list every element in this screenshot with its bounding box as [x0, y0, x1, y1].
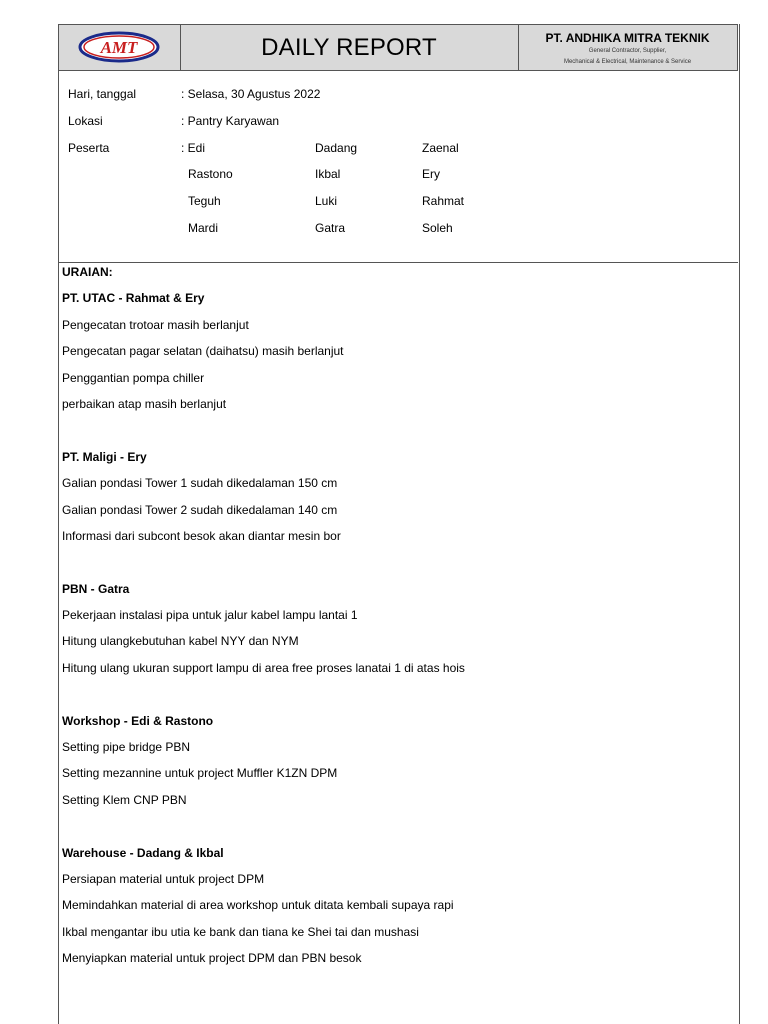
company-subtitle-1: General Contractor, Supplier, [588, 48, 667, 54]
company-subtitle-2: Mechanical & Electrical, Maintenance & Service [563, 59, 692, 65]
participants-label: Peserta [68, 141, 110, 155]
report-line: Setting pipe bridge PBN [62, 740, 191, 755]
report-line: Pengecatan pagar selatan (daihatsu) masih berlanjut [62, 344, 344, 359]
logo-cell [59, 25, 181, 70]
location-value: : Pantry Karyawan [181, 114, 280, 128]
report-line: Pekerjaan instalasi pipa untuk jalur kabel lampu lantai 1 [62, 608, 358, 623]
blank-line [62, 554, 732, 580]
meeting-info [58, 71, 738, 263]
section-heading: Workshop - Edi & Rastono [62, 713, 214, 728]
report-heading: URAIAN: [62, 265, 113, 279]
blank-line [62, 686, 732, 712]
page-title: DAILY REPORT [261, 33, 437, 61]
report-line: Galian pondasi Tower 2 sudah dikedalaman 140 cm [62, 502, 338, 517]
day-label: Hari, tanggal [68, 87, 137, 101]
report-body [62, 264, 732, 977]
report-line: Hitung ulang ukuran support lampu di area free proses lanatai 1 di atas hois [62, 660, 465, 675]
report-line: Informasi dari subcont besok akan diantar mesin bor [62, 528, 341, 543]
location-label: Lokasi [68, 114, 103, 128]
report-line: perbaikan atap masih berlanjut [62, 396, 227, 411]
logo-text: AMT [100, 38, 138, 57]
participant: Dadang [315, 141, 358, 155]
participant: Mardi [188, 221, 219, 235]
report-line: Pengecatan trotoar masih berlanjut [62, 317, 249, 332]
participant: Ery [422, 167, 440, 181]
participant: Rastono [188, 167, 233, 181]
participant: Zaenal [422, 141, 459, 155]
day-value: : Selasa, 30 Agustus 2022 [181, 87, 321, 101]
amt-logo [78, 31, 160, 63]
report-line: Galian pondasi Tower 1 sudah dikedalaman 150 cm [62, 476, 338, 491]
report-header [58, 24, 738, 71]
section-heading: PT. Maligi - Ery [62, 449, 147, 464]
blank-line [62, 818, 732, 844]
report-line: Ikbal mengantar ibu utia ke bank dan tiana ke Shei tai dan mushasi [62, 924, 419, 939]
participant: Rahmat [422, 194, 465, 208]
blank-line [62, 422, 732, 448]
participant: Luki [315, 194, 338, 208]
title-cell [180, 25, 519, 70]
participant: : Edi [181, 141, 206, 155]
report-line: Setting mezannine untuk project Muffler K1ZN DPM [62, 766, 338, 781]
participant: Soleh [422, 221, 453, 235]
section-heading: PT. UTAC - Rahmat & Ery [62, 291, 205, 306]
report-line: Hitung ulangkebutuhan kabel NYY dan NYM [62, 634, 299, 649]
participant: Gatra [315, 221, 346, 235]
report-line: Penggantian pompa chiller [62, 370, 205, 385]
participant: Ikbal [315, 167, 341, 181]
company-name: PT. ANDHIKA MITRA TEKNIK [545, 31, 710, 45]
report-line: Setting Klem CNP PBN [62, 792, 187, 807]
participant: Teguh [188, 194, 221, 208]
report-line: Memindahkan material di area workshop untuk ditata kembali supaya rapi [62, 898, 454, 913]
report-line: Menyiapkan material untuk project DPM dan PBN besok [62, 951, 362, 966]
report-line: Persiapan material untuk project DPM [62, 871, 265, 886]
section-heading: Warehouse - Dadang & Ikbal [62, 845, 224, 860]
report-lines [62, 290, 732, 976]
company-cell [518, 25, 737, 70]
section-heading: PBN - Gatra [62, 581, 130, 596]
